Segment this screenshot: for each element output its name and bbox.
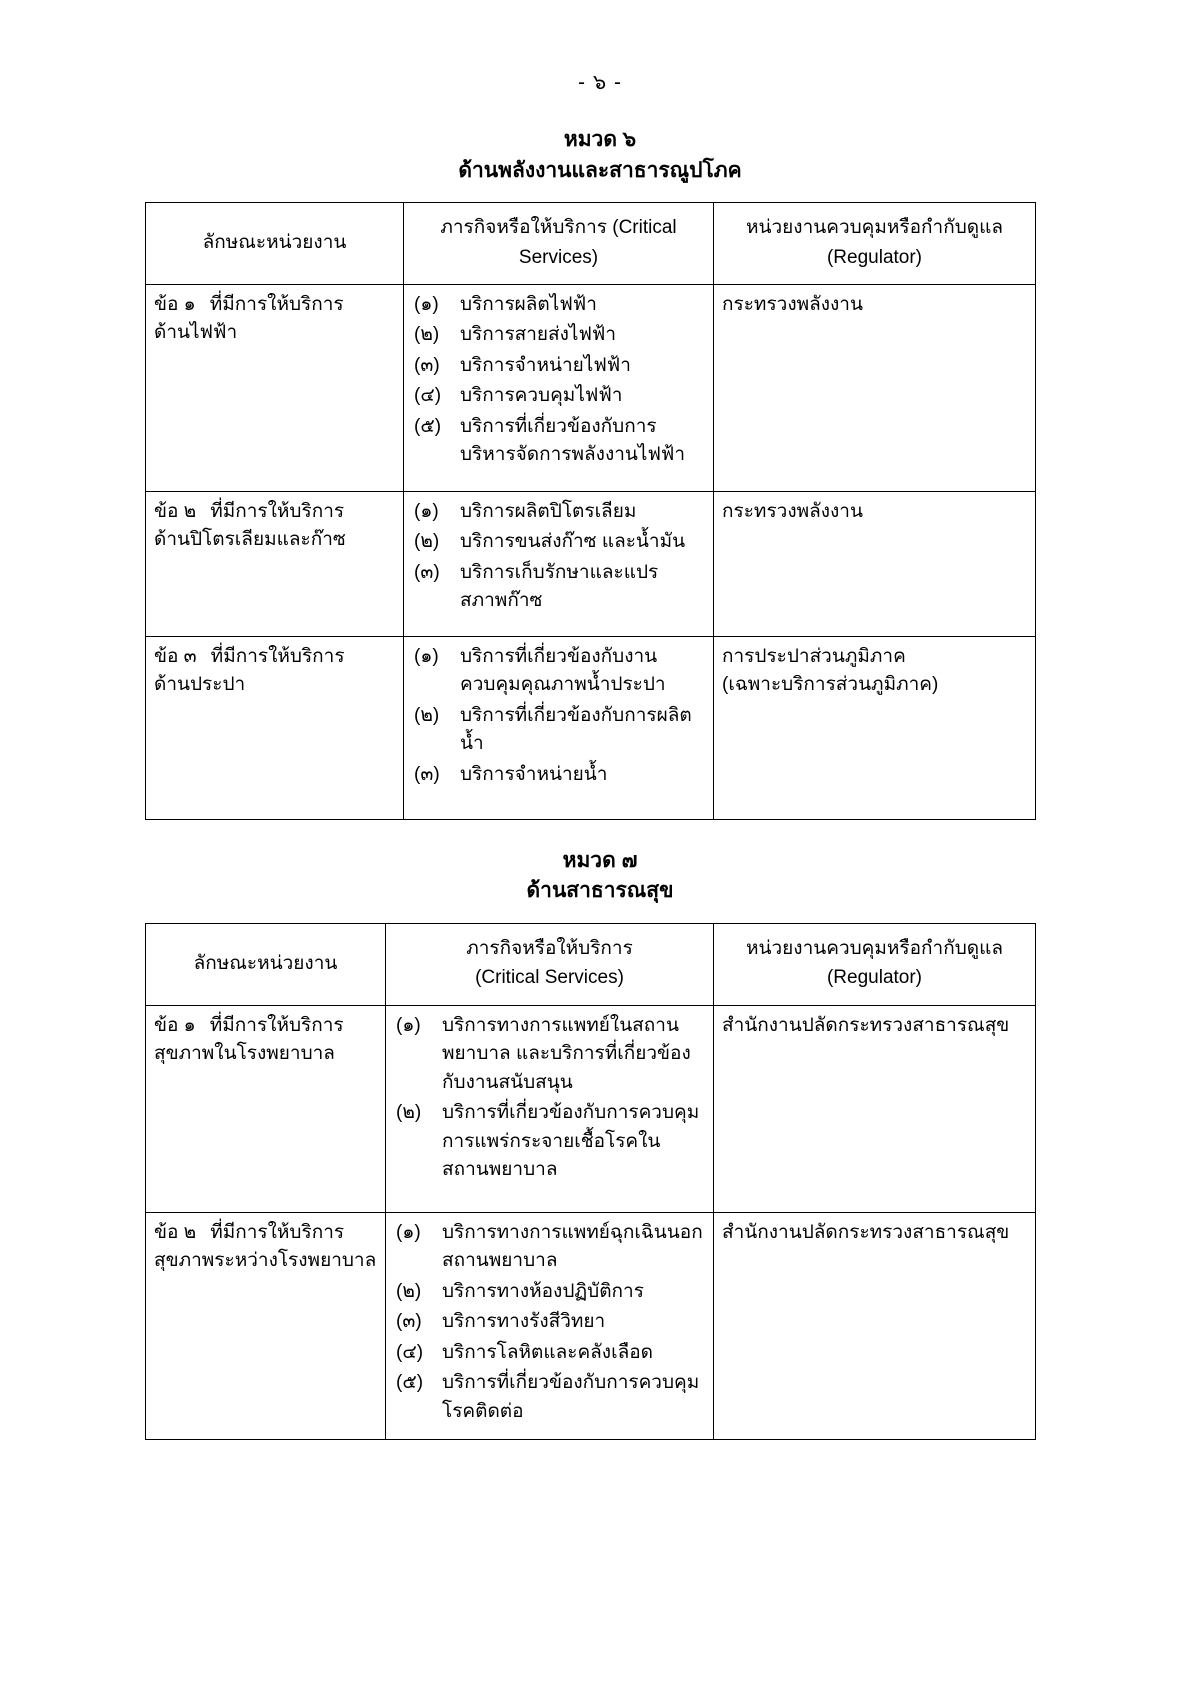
service-text: บริการสายส่งไฟฟ้า [460,324,617,346]
service-number: (๓) [414,763,440,785]
regulator-cell [714,1005,1036,1212]
item-text-line2: ด้านปิโตรเลียมและก๊าซ [154,529,346,551]
item-text-line2: สุขภาพระหว่างโรงพยาบาล [154,1250,377,1272]
organization-type-cell [146,1212,386,1439]
item-number: ข้อ ๒ [154,500,197,522]
service-text: บริการโลหิตและคลังเลือด [442,1341,653,1363]
service-list-item [394,1012,705,1098]
service-list-item [412,321,705,350]
service-text: บริการขนส่งก๊าซ และน้ำมัน [460,531,686,553]
service-number: (๔) [414,385,442,407]
service-text: บริการเก็บรักษาและแปรสภาพก๊าซ [460,561,659,612]
column-header-regulator-line2: (Regulator) [826,246,923,268]
critical-services-cell [404,636,714,819]
regulator-name: การประปาส่วนภูมิภาค [722,645,906,667]
service-list-item [394,1339,705,1368]
service-number: (๔) [396,1341,424,1363]
regulator-cell [714,491,1036,636]
service-number: (๑) [414,500,439,522]
service-text: บริการทางการแพทย์ฉุกเฉินนอกสถานพยาบาล [442,1221,703,1272]
section-2-title: หมวด ๗ [562,848,638,872]
regulator-name: กระทรวงพลังงาน [722,500,863,522]
section-2-subtitle: ด้านสาธารณสุข [526,879,674,903]
table-row [146,1212,1036,1439]
service-text: บริการทางรังสีวิทยา [442,1311,606,1333]
service-number: (๓) [414,354,440,376]
column-header-critical-services [386,923,714,1005]
column-header-critical-services-line2: Services) [518,246,599,268]
service-number: (๒) [396,1280,422,1302]
service-text: บริการที่เกี่ยวข้องกับงานควบคุมคุณภาพน้ำประปา [460,645,666,696]
regulator-note: (เฉพาะบริการส่วนภูมิภาค) [722,674,939,696]
service-number: (๒) [414,704,440,726]
organization-type-cell [146,491,404,636]
service-list-item [394,1099,705,1185]
service-list-item [394,1219,705,1276]
service-list-item [394,1369,705,1426]
regulator-name: สำนักงานปลัดกระทรวงสาธารณสุข [722,1221,1010,1243]
column-header-organization-type: ลักษณะหน่วยงาน [146,923,386,1005]
section-1-title: หมวด ๖ [563,128,637,152]
regulator-name: กระทรวงพลังงาน [722,293,863,315]
service-text: บริการผลิตไฟฟ้า [460,293,597,315]
service-list-item [412,291,705,320]
service-number: (๑) [414,293,439,315]
section-heading-1 [145,125,1055,186]
critical-services-cell [386,1212,714,1439]
service-number: (๓) [396,1311,422,1333]
critical-services-cell [404,284,714,491]
table-header-row [146,203,1036,285]
service-text: บริการทางการแพทย์ในสถานพยาบาล และบริการที่เกี่ยวข้องกับงานสนับสนุน [442,1014,691,1093]
item-text: ที่มีการให้บริการ [210,1221,345,1243]
service-list-item [412,559,705,616]
critical-services-cell [404,491,714,636]
service-text: บริการผลิตปิโตรเลียม [460,500,637,522]
service-list-item [412,528,705,557]
service-number: (๕) [414,415,442,437]
critical-services-table-health [145,923,1036,1440]
service-number: (๑) [396,1014,421,1036]
item-number: ข้อ ๑ [154,1014,196,1036]
item-number: ข้อ ๑ [154,293,196,315]
item-text-line2: สุขภาพในโรงพยาบาล [154,1043,335,1065]
column-header-regulator-line1: หน่วยงานควบคุมหรือกำกับดูแล [745,217,1004,239]
column-header-regulator [714,923,1036,1005]
organization-type-cell [146,284,404,491]
item-number: ข้อ ๒ [154,1221,197,1243]
service-text: บริการที่เกี่ยวข้องกับการผลิตน้ำ [460,704,692,755]
regulator-cell [714,1212,1036,1439]
column-header-critical-services-line2: (Critical Services) [475,967,624,989]
column-header-regulator-line1: หน่วยงานควบคุมหรือกำกับดูแล [745,937,1004,959]
critical-services-table-energy [145,202,1036,820]
item-text-line2: ด้านไฟฟ้า [154,322,238,344]
organization-type-cell [146,636,404,819]
service-number: (๒) [414,324,440,346]
column-header-regulator-line2: (Regulator) [826,967,923,989]
table-row [146,491,1036,636]
service-text: บริการที่เกี่ยวข้องกับการควบคุมโรคติดต่อ [442,1372,700,1422]
table-row [146,284,1036,491]
service-list-item [412,702,705,759]
service-list-item [412,382,705,411]
service-number: (๓) [414,561,440,583]
service-number: (๒) [414,531,440,553]
item-number: ข้อ ๓ [154,645,197,667]
column-header-critical-services-line1: ภารกิจหรือให้บริการ [466,937,633,959]
critical-services-cell [386,1005,714,1212]
table-header-row [146,923,1036,1005]
section-heading-2 [145,846,1055,907]
item-text-line2: ด้านประปา [154,674,246,696]
table-row [146,636,1036,819]
organization-type-cell [146,1005,386,1212]
service-list-item [412,761,705,790]
section-1-subtitle: ด้านพลังงานและสาธารณูปโภค [458,158,742,182]
page-number: - ๖ - [578,71,622,94]
service-text: บริการที่เกี่ยวข้องกับการควบคุมการแพร่กระจายเชื้อโรคในสถานพยาบาล [442,1102,700,1181]
regulator-name: สำนักงานปลัดกระทรวงสาธารณสุข [722,1014,1010,1036]
service-list-item [412,498,705,527]
service-list-item [412,643,705,700]
column-header-regulator [714,203,1036,285]
service-text: บริการจำหน่ายไฟฟ้า [460,354,631,376]
service-number: (๕) [396,1372,424,1394]
table-row [146,1005,1036,1212]
service-text: บริการที่เกี่ยวข้องกับการบริหารจัดการพลังงานไฟฟ้า [460,415,686,466]
column-header-critical-services [404,203,714,285]
item-text: ที่มีการให้บริการ [210,645,345,667]
item-text: ที่มีการให้บริการ [209,293,344,315]
service-list-item [394,1308,705,1337]
service-list-item [394,1278,705,1307]
column-header-critical-services-line1: ภารกิจหรือให้บริการ (Critical [440,217,677,239]
service-list-item [412,413,705,470]
item-text: ที่มีการให้บริการ [210,500,345,522]
service-number: (๒) [396,1102,422,1124]
service-number: (๑) [396,1221,421,1243]
service-text: บริการทางห้องปฏิบัติการ [442,1280,644,1302]
service-text: บริการควบคุมไฟฟ้า [460,385,623,407]
item-text: ที่มีการให้บริการ [209,1014,344,1036]
service-text: บริการจำหน่ายน้ำ [460,763,608,785]
regulator-cell [714,284,1036,491]
column-header-organization-type: ลักษณะหน่วยงาน [146,203,404,285]
service-number: (๑) [414,645,439,667]
regulator-cell [714,636,1036,819]
service-list-item [412,352,705,381]
